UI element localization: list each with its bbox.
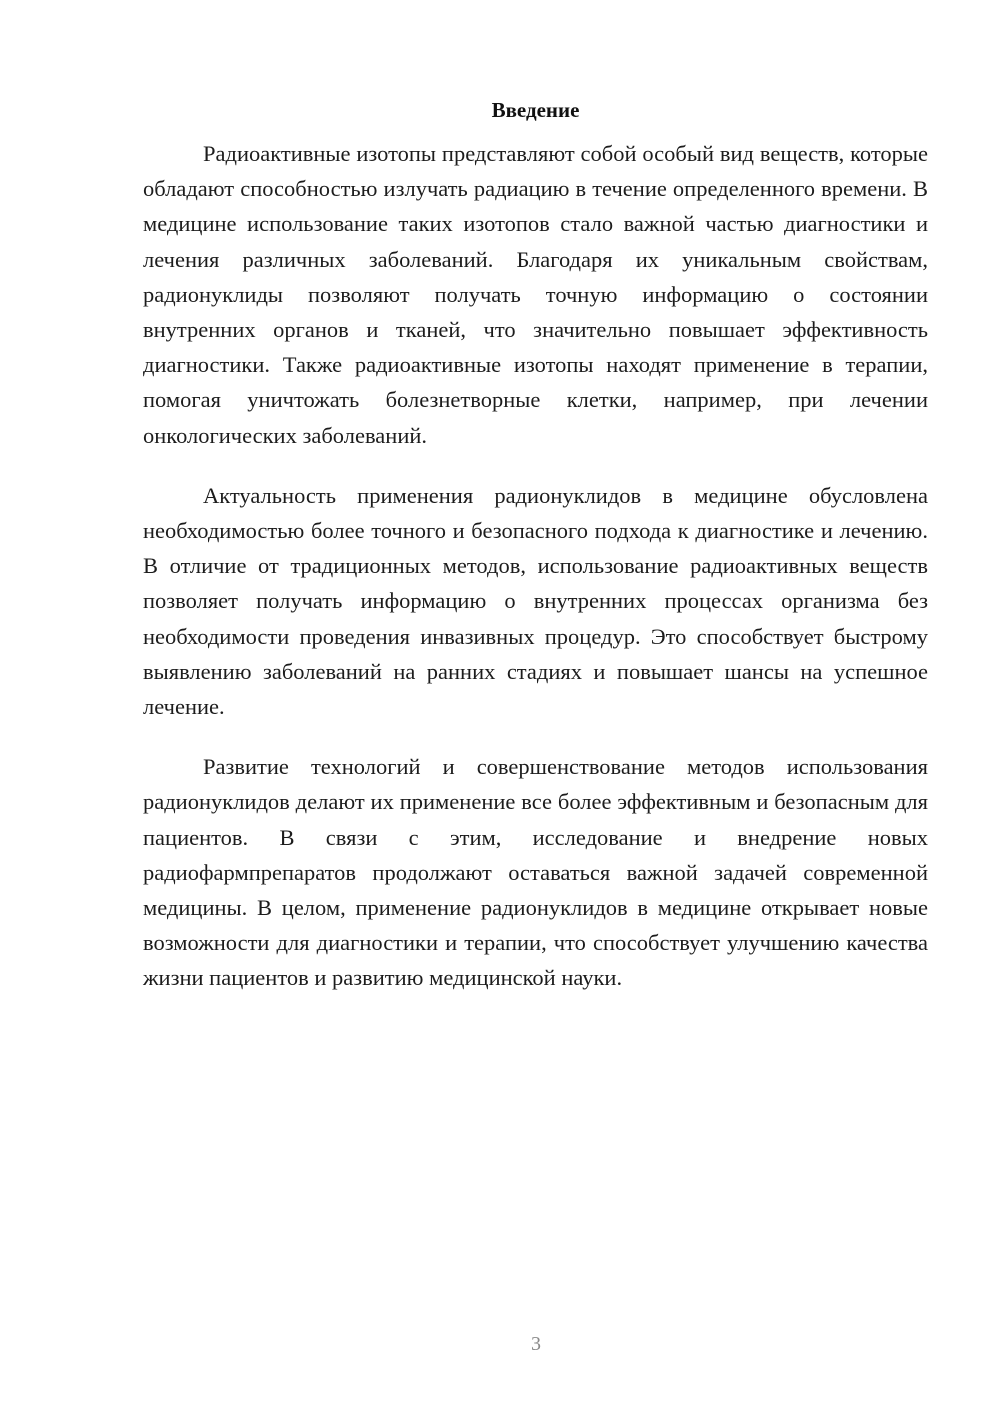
paragraph-development: Развитие технологий и совершенствование методов использования радионуклидов делают их применение все более эффективным и безопасным для пациентов. В связи с этим, исследование и внедрение новых радиофармпрепаратов продолжают оставаться важной задачей современной медицины. В целом, применение радионуклидов в медицине открывает новые возможности для диагностики и терапии, что способствует улучшению качества жизни пациентов и развитию медицинской науки.	[143, 754, 928, 991]
paragraph-relevance: Актуальность применения радионуклидов в медицине обусловлена необходимостью более точного и безопасного подхода к диагностике и лечению. В отличие от традиционных методов, использование радиоактивных веществ позволяет получать информацию о внутренних процессах организма без необходимости проведения инвазивных процедур. Это способствует быстрому выявлению заболеваний на ранних стадиях и повышает шансы на успешное лечение.	[143, 482, 928, 720]
page-content	[143, 96, 928, 1021]
page-number: 3	[531, 1333, 541, 1355]
paragraph-intro: Радиоактивные изотопы представляют собой особый вид веществ, которые обладают способностью излучать радиацию в течение определенного времени. В медицине использование таких изотопов стало важной частью диагностики и лечения различных заболеваний. Благодаря их уникальным свойствам, радионуклиды позволяют получать точную информацию о состоянии внутренних органов и тканей, что значительно повышает эффективность диагностики. Также радиоактивные изотопы находят применение в терапии, помогая уничтожать болезнетворные клетки, например, при лечении онкологических заболеваний.	[143, 141, 928, 448]
section-heading: Введение	[491, 98, 580, 122]
